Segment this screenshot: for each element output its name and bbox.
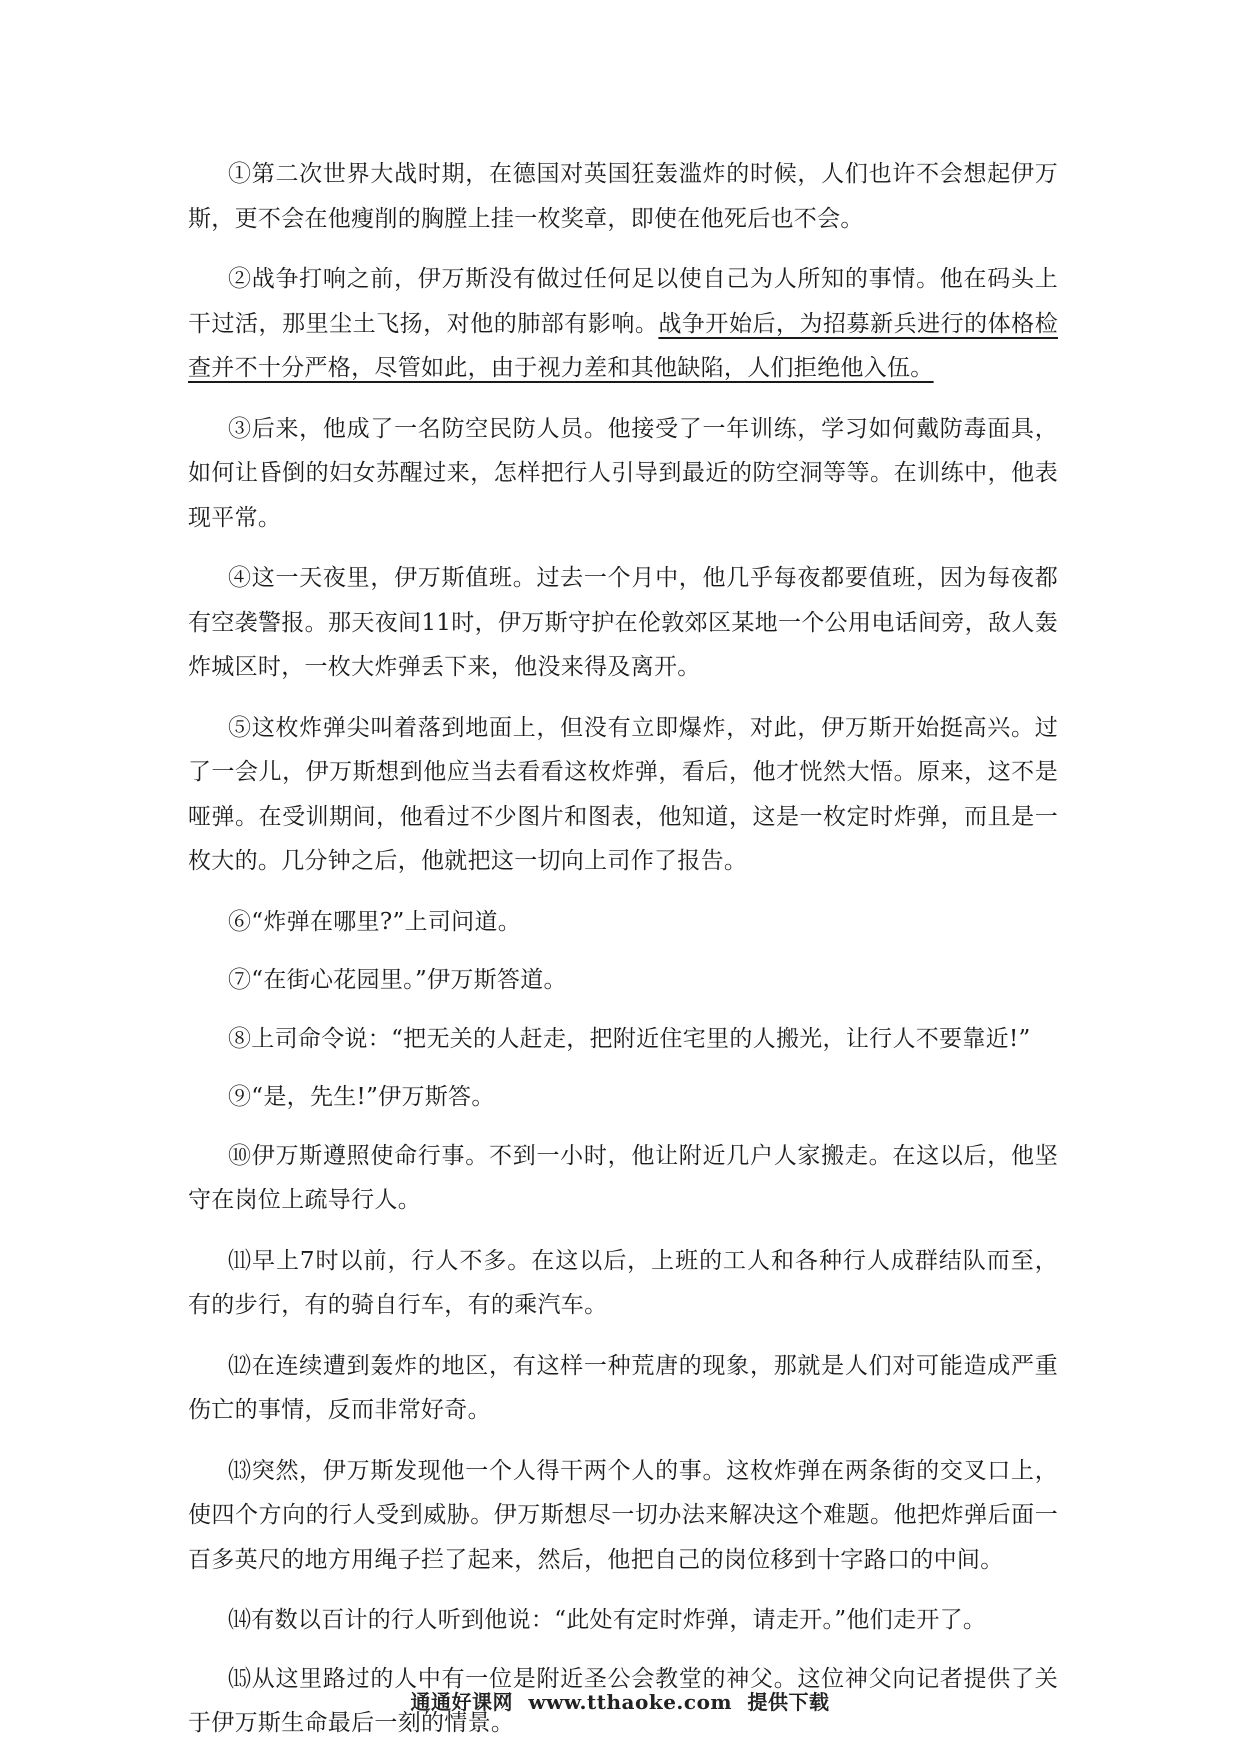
paragraph-2 bbox=[188, 257, 1058, 391]
article-body bbox=[188, 152, 1058, 1762]
paragraph-3: ③后来，他成了一名防空民防人员。他接受了一年训练，学习如何戴防毒面具，如何让昏倒的妇女苏醒过来，怎样把行人引导到最近的防空洞等等。在训练中，他表现平常。 bbox=[188, 415, 1058, 531]
paragraph-4: ④这一天夜里，伊万斯值班。过去一个月中，他几乎每夜都要值班，因为每夜都有空袭警报。那天夜间11时，伊万斯守护在伦敦郊区某地一个公用电话间旁，敌人轰炸城区时，一枚大炸弹丢下来，他没来得及离开。 bbox=[188, 565, 1058, 680]
paragraph-9: ⑨“是，先生!”伊万斯答。 bbox=[228, 1084, 495, 1110]
paragraph-8: ⑧上司命令说：“把无关的人赶走，把附近住宅里的人搬光，让行人不要靠近!” bbox=[228, 1025, 1031, 1052]
page-footer bbox=[0, 1686, 1240, 1715]
paragraph-2-text: ②战争打响之前，伊万斯没有做过任何足以使自己为人所知的事情。他在码头上干过活，那里尘土飞扬，对他的肺部有影响。 bbox=[188, 266, 1058, 337]
paragraph-5: ⑤这枚炸弹尖叫着落到地面上，但没有立即爆炸，对此，伊万斯开始挺高兴。过了一会儿，伊万斯想到他应当去看看这枚炸弹，看后，他才恍然大悟。原来，这不是哑弹。在受训期间，他看过不少图片和图表，他知道，这是一枚定时炸弹，而且是一枚大的。几分钟之后，他就把这一切向上司作了报告。 bbox=[188, 714, 1058, 874]
paragraph-11: ⑾早上7时以前，行人不多。在这以后，上班的工人和各种行人成群结队而至，有的步行，有的骑自行车，有的乘汽车。 bbox=[188, 1247, 1058, 1318]
paragraph-10: ⑩伊万斯遵照使命行事。不到一小时，他让附近几户人家搬走。在这以后，他坚守在岗位上疏导行人。 bbox=[188, 1142, 1058, 1213]
footer-site-name: 通通好课网 bbox=[410, 1690, 513, 1714]
paragraph-2-underlined-sentence: 战争开始后，为招募新兵进行的体格检查并不十分严格，尽管如此，由于视力差和其他缺陷，人们拒绝他入伍。 bbox=[188, 310, 1058, 381]
paragraph-15: ⒂从这里路过的人中有一位是附近圣公会教堂的神父。这位神父向记者提供了关于伊万斯生命最后一刻的情景。 bbox=[188, 1665, 1058, 1736]
paragraph-13: ⒀突然，伊万斯发现他一个人得干两个人的事。这枚炸弹在两条街的交叉口上，使四个方向的行人受到威胁。伊万斯想尽一切办法来解决这个难题。他把炸弹后面一百多英尺的地方用绳子拦了起来，然后，他把自己的岗位移到十字路口的中间。 bbox=[188, 1457, 1058, 1573]
paragraph-1: ①第二次世界大战时期，在德国对英国狂轰滥炸的时候，人们也许不会想起伊万斯，更不会在他瘦削的胸膛上挂一枚奖章，即使在他死后也不会。 bbox=[188, 161, 1058, 232]
paragraph-6: ⑥“炸弹在哪里?”上司问道。 bbox=[228, 908, 522, 935]
footer-url: www.tthaoke.com bbox=[528, 1690, 733, 1714]
paragraph-12: ⑿在连续遭到轰炸的地区，有这样一种荒唐的现象，那就是人们对可能造成严重伤亡的事情，反而非常好奇。 bbox=[188, 1352, 1058, 1423]
footer-suffix: 提供下载 bbox=[747, 1690, 830, 1714]
paragraph-14: ⒁有数以百计的行人听到他说：“此处有定时炸弹，请走开。”他们走开了。 bbox=[228, 1607, 987, 1633]
paragraph-7: ⑦“在街心花园里。”伊万斯答道。 bbox=[228, 967, 567, 993]
